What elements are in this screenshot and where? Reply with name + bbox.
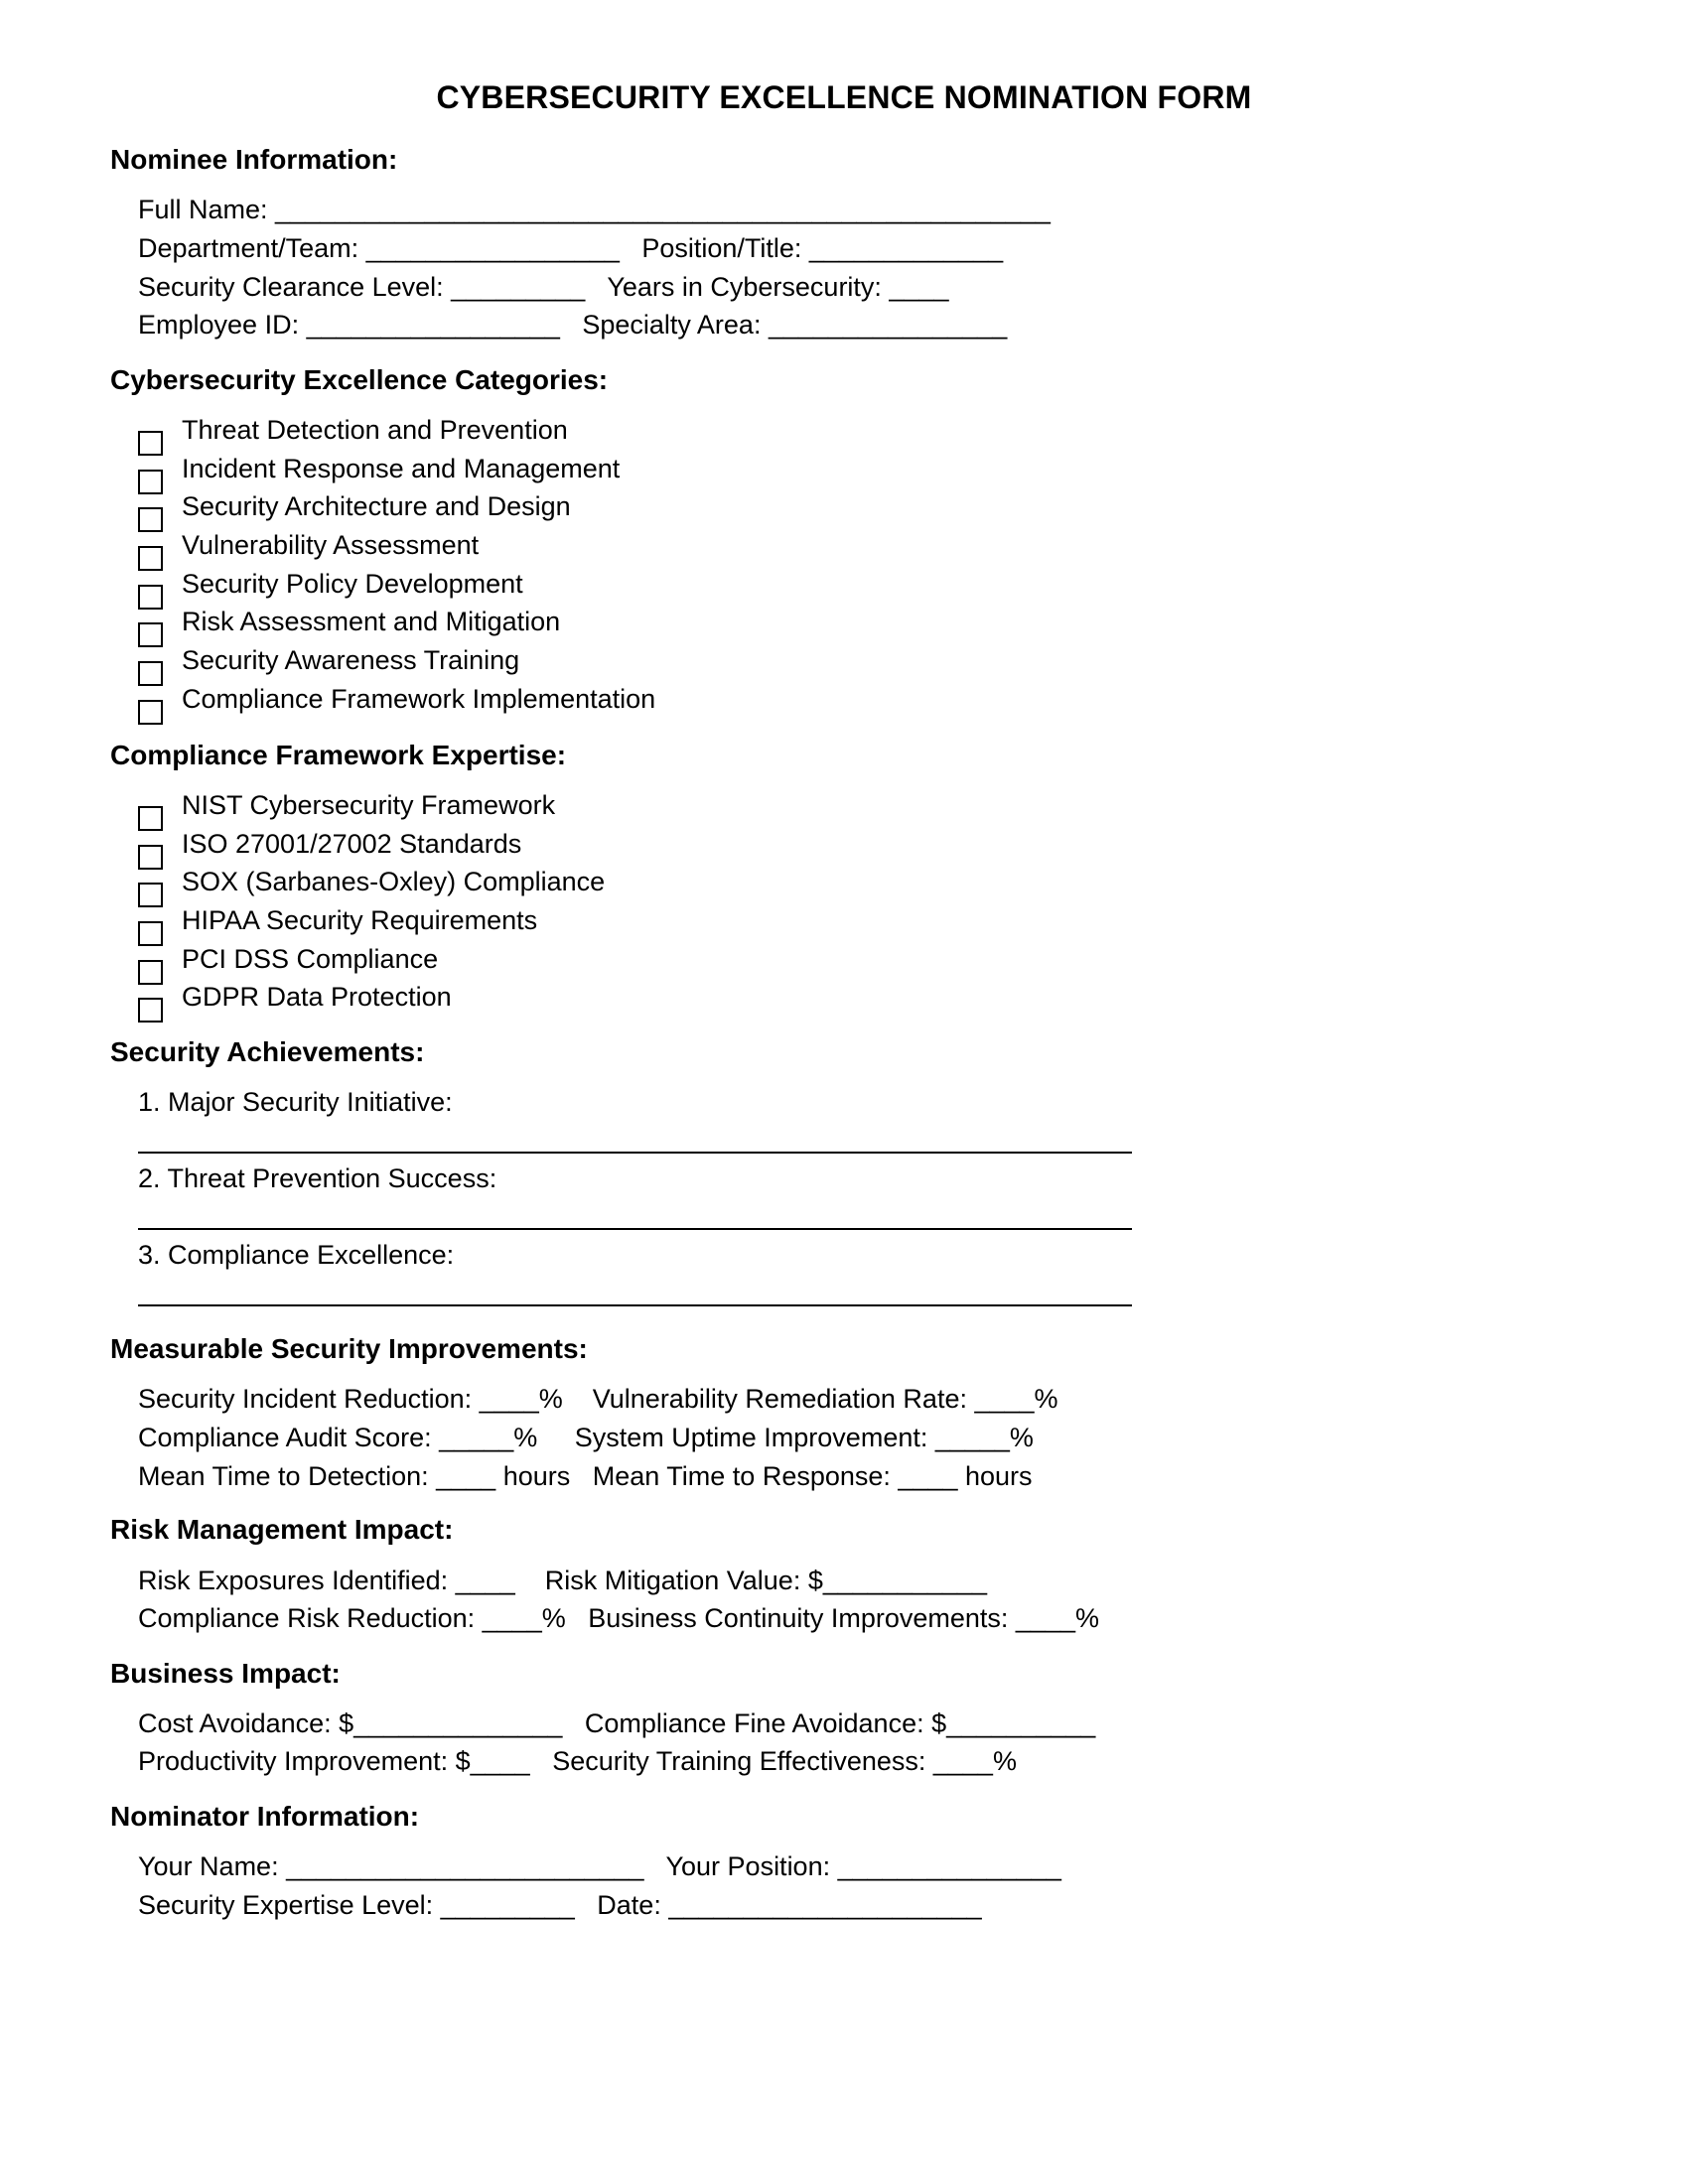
risk-row-1[interactable]: Risk Exposures Identified: ____ Risk Mitigation Value: $___________ xyxy=(138,1566,988,1595)
achievement-answer-line-2[interactable] xyxy=(138,1228,1132,1230)
nominator-row-2[interactable]: Security Expertise Level: _________ Date: _____________________ xyxy=(138,1890,982,1920)
checkbox[interactable] xyxy=(138,883,163,907)
achievement-prompt-1: 1. Major Security Initiative: xyxy=(138,1087,453,1117)
categories-section-heading: Cybersecurity Excellence Categories: xyxy=(110,364,609,395)
achievement-answer-line-3[interactable] xyxy=(138,1304,1132,1306)
category-label: Security Awareness Training xyxy=(182,645,520,676)
category-label: Security Policy Development xyxy=(182,568,523,599)
framework-label: GDPR Data Protection xyxy=(182,982,452,1013)
business-row-1[interactable]: Cost Avoidance: $______________ Compliance Fine Avoidance: $__________ xyxy=(138,1708,1096,1738)
framework-label: ISO 27001/27002 Standards xyxy=(182,828,522,859)
checkbox[interactable] xyxy=(138,806,163,831)
nominee-section-heading: Nominee Information: xyxy=(110,144,398,175)
business-row-2[interactable]: Productivity Improvement: $____ Security Training Effectiveness: ____% xyxy=(138,1746,1017,1776)
improvements-section-heading: Measurable Security Improvements: xyxy=(110,1333,588,1364)
achievement-prompt-3: 3. Compliance Excellence: xyxy=(138,1240,455,1270)
business-section-heading: Business Impact: xyxy=(110,1658,341,1689)
checkbox[interactable] xyxy=(138,661,163,686)
employee-id-specialty-field[interactable]: Employee ID: _________________ Specialty Area: ________________ xyxy=(138,310,1008,340)
full-name-field[interactable]: Full Name: ____________________________________________________ xyxy=(138,195,1051,224)
framework-label: HIPAA Security Requirements xyxy=(182,905,538,936)
checkbox[interactable] xyxy=(138,998,163,1023)
checkbox[interactable] xyxy=(138,921,163,946)
improvement-row-2[interactable]: Compliance Audit Score: _____% System Uptime Improvement: _____% xyxy=(138,1423,1034,1452)
form-title: CYBERSECURITY EXCELLENCE NOMINATION FORM xyxy=(436,79,1252,115)
improvement-row-1[interactable]: Security Incident Reduction: ____% Vulnerability Remediation Rate: ____% xyxy=(138,1384,1058,1414)
checkbox[interactable] xyxy=(138,960,163,985)
checkbox[interactable] xyxy=(138,845,163,870)
category-label: Incident Response and Management xyxy=(182,453,621,483)
category-label: Risk Assessment and Mitigation xyxy=(182,607,561,637)
achievement-answer-line-1[interactable] xyxy=(138,1152,1132,1154)
category-label: Security Architecture and Design xyxy=(182,491,571,522)
improvement-row-3[interactable]: Mean Time to Detection: ____ hours Mean Time to Response: ____ hours xyxy=(138,1461,1033,1491)
framework-label: PCI DSS Compliance xyxy=(182,943,439,974)
department-position-field[interactable]: Department/Team: _________________ Position/Title: _____________ xyxy=(138,233,1004,263)
checkbox[interactable] xyxy=(138,431,163,456)
category-label: Vulnerability Assessment xyxy=(182,530,480,561)
nominator-row-1[interactable]: Your Name: ________________________ Your Position: _______________ xyxy=(138,1851,1061,1881)
clearance-years-field[interactable]: Security Clearance Level: _________ Years in Cybersecurity: ____ xyxy=(138,272,949,302)
checkbox[interactable] xyxy=(138,700,163,725)
category-label: Threat Detection and Prevention xyxy=(182,415,568,445)
checkbox[interactable] xyxy=(138,507,163,532)
achievement-prompt-2: 2. Threat Prevention Success: xyxy=(138,1163,497,1193)
category-label: Compliance Framework Implementation xyxy=(182,683,656,714)
checkbox[interactable] xyxy=(138,546,163,571)
framework-label: SOX (Sarbanes-Oxley) Compliance xyxy=(182,867,606,897)
checkbox[interactable] xyxy=(138,622,163,647)
framework-label: NIST Cybersecurity Framework xyxy=(182,790,556,820)
risk-row-2[interactable]: Compliance Risk Reduction: ____% Business Continuity Improvements: ____% xyxy=(138,1603,1099,1633)
checkbox[interactable] xyxy=(138,470,163,494)
achievements-section-heading: Security Achievements: xyxy=(110,1036,425,1067)
frameworks-section-heading: Compliance Framework Expertise: xyxy=(110,740,567,770)
checkbox[interactable] xyxy=(138,585,163,610)
risk-section-heading: Risk Management Impact: xyxy=(110,1514,454,1545)
nominator-section-heading: Nominator Information: xyxy=(110,1801,420,1832)
